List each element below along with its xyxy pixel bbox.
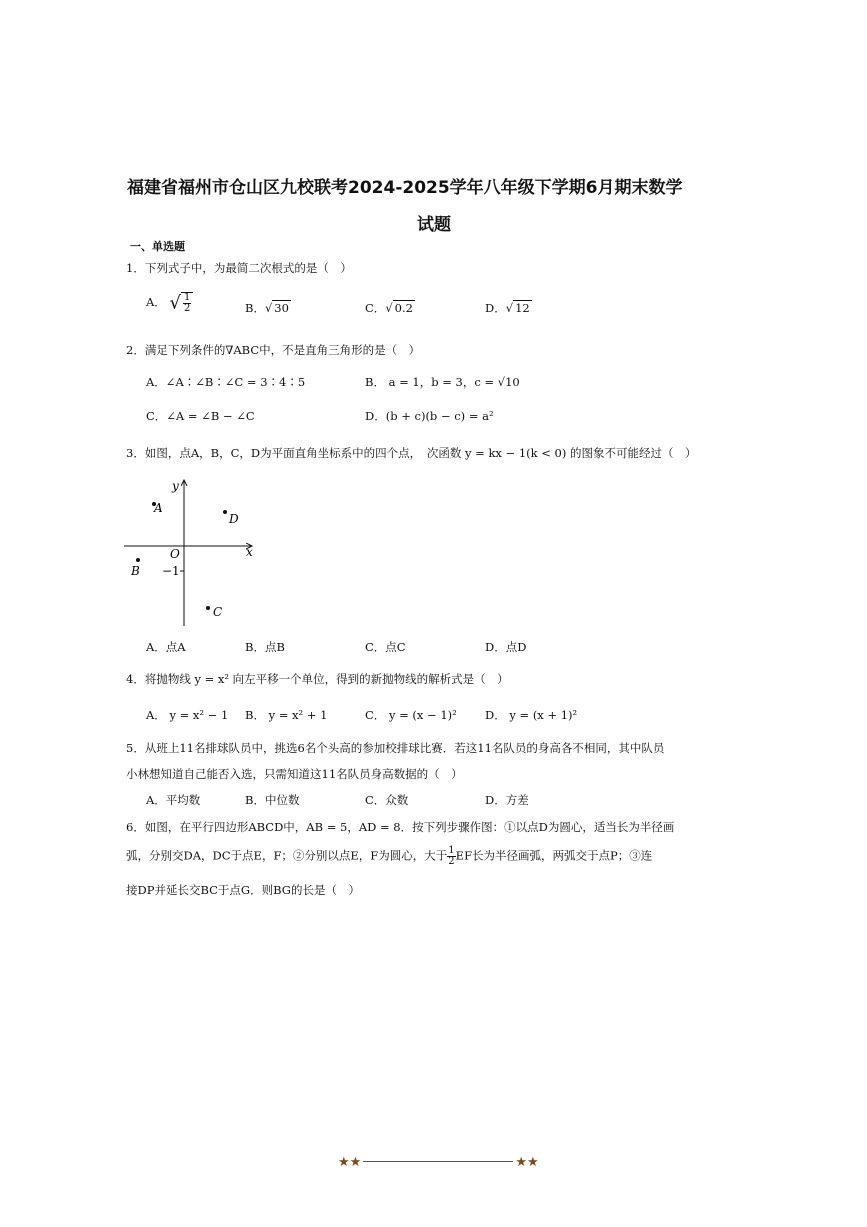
footer-stars-right: ★★ (515, 1155, 539, 1170)
q3-option-b: B．点B (245, 640, 285, 654)
y-axis-label: y (172, 479, 179, 493)
question-6-line-2 (126, 846, 652, 867)
origin-label: O (170, 547, 180, 561)
point-b (136, 558, 140, 562)
q4-option-b: B． y = x² + 1 (245, 708, 328, 722)
q1-c-radicand: 0.2 (394, 301, 413, 315)
q1-c-label: C． (365, 301, 386, 315)
q1-a-sqrt: √ (169, 292, 181, 314)
question-1-stem: 1．下列式子中，为最简二次根式的是（ ） (126, 261, 352, 275)
point-c-label: C (213, 605, 223, 619)
title-line-1: 福建省福州市仓山区九校联考2024-2025学年八年级下学期6月期末数学 (127, 178, 683, 198)
question-5-stem-line-2: 小林想知道自己能否入选，只需知道这11名队员身高数据的（ ） (126, 767, 463, 781)
point-a-label: A (154, 501, 163, 515)
q3-option-c: C．点C (365, 640, 406, 654)
q3-option-a: A．点A (146, 640, 186, 654)
point-d-label: D (229, 512, 239, 526)
q1-option-d: D．√ 12 (485, 301, 530, 315)
question-3-stem: 3．如图，点A，B，C，D为平面直角坐标系中的四个点， 次函数 y = kx − 1(k < 0) 的图象不可能经过（ ） (126, 446, 697, 460)
q6-line-2a: 弧，分别交DA，DC于点E，F；②分别以点E，F为圆心，大于 (126, 848, 448, 863)
tick-neg1-label: −1 (162, 564, 180, 578)
q2-option-c: C．∠A = ∠B − ∠C (146, 409, 255, 423)
q3-coordinate-figure (118, 474, 268, 634)
q4-option-a: A． y = x² − 1 (146, 708, 229, 722)
q1-d-radicand: 12 (515, 301, 530, 315)
point-b-label: B (131, 564, 140, 578)
q6-half-fraction: $\frac{1}{2}$ (448, 845, 455, 867)
section-heading: 一、单选题 (130, 240, 185, 253)
q1-option-b: B．√ 30 (245, 301, 289, 315)
question-4-stem: 4．将抛物线 y = x² 向左平移一个单位，得到的新抛物线的解析式是（ ） (126, 672, 509, 686)
q2-option-b: B． a = 1，b = 3，c = √10 (365, 375, 520, 389)
q1-option-c: C．√ 0.2 (365, 301, 413, 315)
x-axis-label: x (246, 545, 253, 559)
q2-option-d: D．(b + c)(b − c) = a² (365, 409, 494, 423)
question-6-line-1: 6．如图，在平行四边形ABCD中，AB = 5，AD = 8．按下列步骤作图：①以点D为圆心，适当长为半径画 (126, 820, 675, 834)
q2-option-a: A．∠A∶∠B∶∠C = 3∶4∶5 (146, 375, 306, 389)
point-c (206, 606, 210, 610)
footer-rule (363, 1161, 513, 1163)
point-d (223, 510, 227, 514)
q1-a-label: A． (146, 295, 166, 309)
q1-option-a (146, 292, 193, 314)
question-6-line-3: 接DP并延长交BC于点G．则BG的长是（ ） (126, 883, 360, 897)
q5-option-a: A．平均数 (146, 793, 201, 807)
q1-b-label: B． (245, 301, 265, 315)
q5-option-d: D．方差 (485, 793, 529, 807)
q1-d-label: D． (485, 301, 506, 315)
page-footer-ornament (338, 1151, 539, 1170)
footer-stars-left: ★★ (338, 1155, 362, 1170)
q3-option-d: D．点D (485, 640, 527, 654)
question-2-stem: 2．满足下列条件的∇ABC中，不是直角三角形的是（ ） (126, 343, 421, 357)
question-5-stem-line-1: 5．从班上11名排球队员中，挑选6名个头高的参加校排球比赛．若这11名队员的身高各不相同，其中队员 (126, 741, 665, 755)
q6-line-2b: EF长为半径画弧，两弧交于点P；③连 (455, 848, 653, 863)
title-line-2: 试题 (417, 215, 451, 235)
q5-option-c: C．众数 (365, 793, 409, 807)
q1-b-radicand: 30 (274, 301, 289, 315)
q4-option-c: C． y = (x − 1)² (365, 708, 457, 722)
q5-option-b: B．中位数 (245, 793, 300, 807)
q1-a-fraction: $\frac{1}{2}$ (181, 292, 193, 314)
q4-option-d: D． y = (x + 1)² (485, 708, 578, 722)
